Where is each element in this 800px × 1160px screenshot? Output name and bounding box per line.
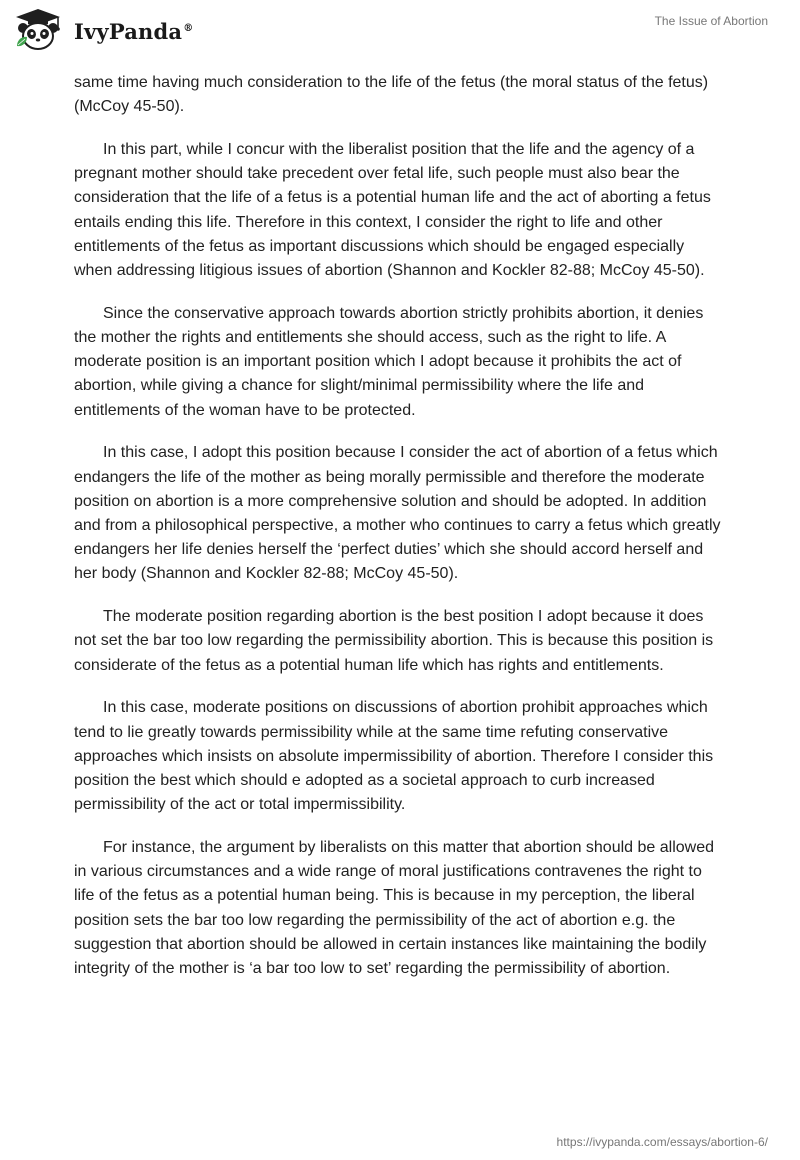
paragraph: In this part, while I concur with the liberalist position that the life and the agency of a pregnant mother should take precedent over fetal life, such people must also bear the consideration that the life of a fetus is a potential human life and the act of aborting a fetus entails ending this life. Therefore in this context, I consider the right to life and other entitlements of the fetus as important discussions which should be engaged especially when addressing litigious issues of abortion (Shannon and Kockler 82-88; McCoy 45-50). xyxy=(74,141,711,280)
registered-mark: ® xyxy=(183,22,194,34)
page-header xyxy=(0,0,800,64)
paragraph: In this case, moderate positions on discussions of abortion prohibit approaches which tend to lie greatly towards permissibility while at the same time refuting conservative approaches which insists on absolute impermissibility of abortion. Therefore I consider this position the best which should e adopted as a societal approach to curb increased permissibility of the act or total impermissibility. xyxy=(74,699,714,814)
brand-name: IvyPanda® xyxy=(74,18,194,44)
paragraph: The moderate position regarding abortion is the best position I adopt because it does not set the bar too low regarding the permissibility abortion. This is because this position is considerate of the fetus as a potential human life which has rights and entitlements. xyxy=(74,608,714,674)
paragraph-continuation: same time having much consideration to the life of the fetus (the moral status of the fetus) (McCoy 45-50). xyxy=(74,74,709,116)
document-title: The Issue of Abortion xyxy=(654,14,768,28)
paragraph: Since the conservative approach towards abortion strictly prohibits abortion, it denies the mother the rights and entitlements she should access, such as the right to life. A moderate position is an important position which I adopt because it prohibits the act of abortion, while giving a chance for slight/minimal permissibility where the life and entitlements of the woman have to be protected. xyxy=(74,304,704,419)
source-url-link[interactable]: https://ivypanda.com/essays/abortion-6/ xyxy=(556,1135,768,1149)
paragraph: In this case, I adopt this position because I consider the act of abortion of a fetus which endangers the life of the mother as being morally permissible and therefore the moderate position on abortion is a more comprehensive solution and should be adopted. In addition and from a philosophical perspective, a mother who continues to carry a fetus which greatly endangers her life denies herself the ‘perfect duties’ which she should accord herself and her body (Shannon and Kockler 82-88; McCoy 45-50). xyxy=(74,444,721,583)
essay-body xyxy=(74,71,726,1000)
brand-logo[interactable] xyxy=(14,8,193,52)
panda-graduate-icon xyxy=(14,8,62,52)
paragraph: For instance, the argument by liberalists on this matter that abortion should be allowed in various circumstances and a wide range of moral justifications contravenes the right to life of the fetus as a potential human being. This is because in my perception, the liberal position sets the bar too low regarding the permissibility of the act of abortion e.g. the suggestion that abortion should be allowed in certain instances like maintaining the bodily integrity of the mother is ‘a bar too low to set’ regarding the permissibility of abortion. xyxy=(74,839,714,978)
